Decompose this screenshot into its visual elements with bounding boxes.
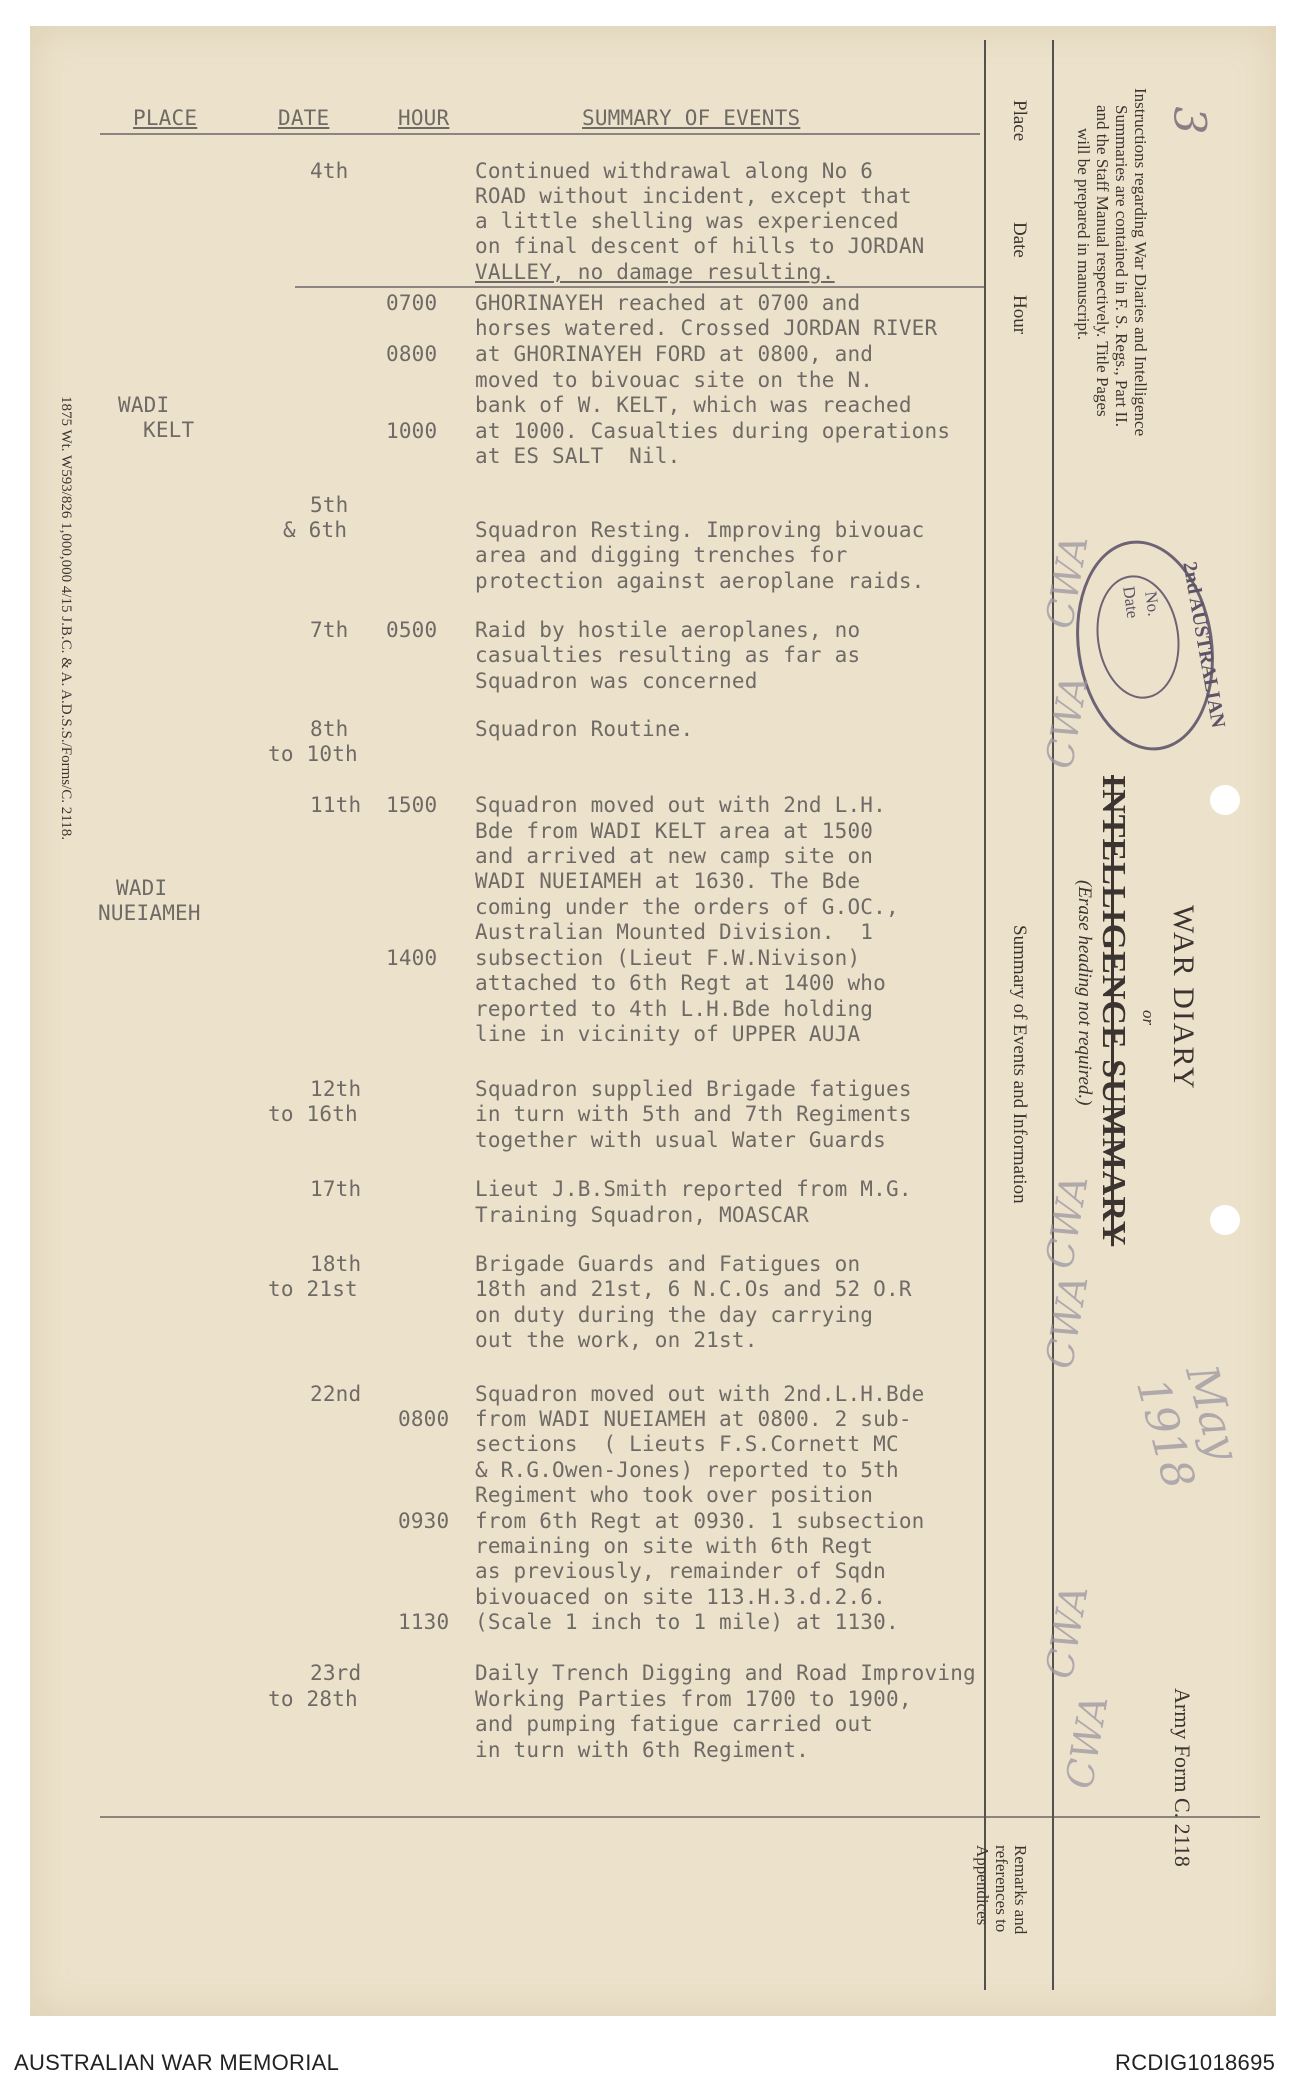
summary-line: Squadron was concerned [475, 669, 758, 693]
instructions-line-3: and the Staff Manual respectively. Title Pages [1093, 105, 1112, 417]
title-erase-note: (Erase heading not required.) [1074, 880, 1095, 1106]
header-hour: HOUR [398, 106, 450, 130]
page-number-mark: 3 [1163, 106, 1215, 135]
hour-value: 1130 [398, 1610, 450, 1634]
title-war-diary: WAR DIARY [1167, 905, 1200, 1091]
summary-line: Squadron supplied Brigade fatigues [475, 1077, 912, 1101]
summary-line: a little shelling was experienced [475, 209, 899, 233]
summary-line: remaining on site with 6th Regt [475, 1534, 874, 1558]
date-entry-3a: 8th [310, 717, 349, 741]
footer-source: AUSTRALIAN WAR MEMORIAL [14, 2050, 340, 2075]
handwritten-initials: CWA [1037, 532, 1097, 632]
summary-line: coming under the orders of G.OC., [475, 895, 899, 919]
summary-line: Daily Trench Digging and Road Improving [475, 1661, 976, 1685]
hour-value: 0800 [386, 342, 438, 366]
summary-line: bivouaced on site 113.H.3.d.2.6. [475, 1585, 886, 1609]
summary-line: Australian Mounted Division. 1 [475, 920, 874, 944]
hour-value: 0700 [386, 291, 438, 315]
summary-line: bank of W. KELT, which was reached [475, 393, 912, 417]
summary-line: Continued withdrawal along No 6 [475, 159, 874, 183]
date-entry-5a: 12th [310, 1077, 362, 1101]
summary-line: VALLEY, no damage resulting. [475, 260, 835, 284]
summary-line: Training Squadron, MOASCAR [475, 1203, 809, 1227]
place-wadi-kelt-1: WADI [118, 393, 170, 417]
column-heading-summary: Summary of Events and Information [1009, 925, 1030, 1204]
date-entry-6: 17th [310, 1177, 362, 1201]
summary-line: & R.G.Owen-Jones) reported to 5th [475, 1458, 899, 1482]
date-entry-8: 22nd [310, 1382, 362, 1406]
summary-line: Regiment who took over position [475, 1483, 874, 1507]
summary-line: at GHORINAYEH FORD at 0800, and [475, 342, 874, 366]
handwritten-month-note: May 1918 [1125, 1359, 1250, 1495]
header-rule [100, 133, 980, 135]
summary-line: (Scale 1 inch to 1 mile) at 1130. [475, 1610, 899, 1634]
handwritten-initials: CWA [1057, 1692, 1117, 1792]
column-heading-place: Place [1009, 100, 1030, 142]
hour-value: 1000 [386, 419, 438, 443]
summary-line: GHORINAYEH reached at 0700 and [475, 291, 861, 315]
footer-record-id: RCDIG1018695 [1115, 2050, 1276, 2075]
column-line-remarks [1052, 40, 1054, 1990]
title-intelligence-summary: INTELLIGENCE SUMMARY [1095, 775, 1132, 1247]
date-entry-7b: to 21st [268, 1277, 358, 1301]
column-heading-remarks: Remarks and references to Appendices [973, 1845, 1030, 1935]
summary-line: sections ( Lieuts F.S.Cornett MC [475, 1432, 899, 1456]
hour-value: 0500 [386, 618, 438, 642]
date-entry-2: 7th [310, 618, 349, 642]
summary-line: and arrived at new camp site on [475, 844, 874, 868]
summary-line: Working Parties from 1700 to 1900, [475, 1687, 912, 1711]
date-entry-0: 4th [310, 159, 349, 183]
summary-line: Squadron moved out with 2nd L.H. [475, 793, 886, 817]
summary-line: and pumping fatigue carried out [475, 1712, 874, 1736]
summary-line: in turn with 6th Regiment. [475, 1738, 809, 1762]
row-rule-2 [100, 1816, 1260, 1818]
column-heading-date: Date [1009, 222, 1030, 258]
summary-line: moved to bivouac site on the N. [475, 368, 874, 392]
stamp-unit-text: 2nd AUSTRALIAN [1178, 560, 1230, 730]
summary-line: protection against aeroplane raids. [475, 569, 925, 593]
summary-line: reported to 4th L.H.Bde holding [475, 997, 874, 1021]
instructions-line-1: Instructions regarding War Diaries and Intelligence [1131, 88, 1150, 437]
summary-line: from WADI NUEIAMEH at 0800. 2 sub- [475, 1407, 912, 1431]
header-date: DATE [278, 106, 330, 130]
summary-line: WADI NUEIAMEH at 1630. The Bde [475, 869, 861, 893]
summary-line: at ES SALT Nil. [475, 444, 681, 468]
summary-line: horses watered. Crossed JORDAN RIVER [475, 316, 938, 340]
place-wadi-nueiameh-1: WADI [116, 876, 168, 900]
summary-line: on final descent of hills to JORDAN [475, 234, 925, 258]
handwritten-initials: CWA [1037, 1172, 1097, 1272]
header-summary: SUMMARY OF EVENTS [582, 106, 801, 130]
summary-line: from 6th Regt at 0930. 1 subsection [475, 1509, 925, 1533]
hour-value: 0930 [398, 1509, 450, 1533]
instructions-line-2: Summaries are contained in F. S. Regs., Part II. [1112, 105, 1131, 428]
summary-line: Squadron moved out with 2nd.L.H.Bde [475, 1382, 925, 1406]
hour-value: 1500 [386, 793, 438, 817]
summary-line: subsection (Lieut F.W.Nivison) [475, 946, 861, 970]
summary-line: line in vicinity of UPPER AUJA [475, 1022, 861, 1046]
column-heading-hour: Hour [1009, 295, 1030, 335]
date-entry-7a: 18th [310, 1252, 362, 1276]
summary-line: out the work, on 21st. [475, 1328, 758, 1352]
date-entry-1a: 5th [310, 493, 349, 517]
handwritten-initials: CWA [1037, 672, 1097, 772]
hour-value: 0800 [398, 1407, 450, 1431]
punch-hole-bottom [1210, 1205, 1240, 1235]
summary-line: together with usual Water Guards [475, 1128, 886, 1152]
summary-line: 18th and 21st, 6 N.C.Os and 52 O.R [475, 1277, 912, 1301]
summary-line: on duty during the day carrying [475, 1303, 874, 1327]
date-entry-4: 11th [310, 793, 362, 817]
summary-line: casualties resulting as far as [475, 643, 861, 667]
summary-line: in turn with 5th and 7th Regiments [475, 1102, 912, 1126]
date-entry-1b: & 6th [283, 518, 348, 542]
place-wadi-nueiameh-2: NUEIAMEH [98, 901, 201, 925]
summary-line: as previously, remainder of Sqdn [475, 1559, 886, 1583]
handwritten-initials: CWA [1037, 1272, 1097, 1372]
summary-line: Lieut J.B.Smith reported from M.G. [475, 1177, 912, 1201]
column-line-summary [984, 40, 986, 1990]
hour-value: 1400 [386, 946, 438, 970]
printer-margin-line: 1875 Wt. W593/826 1,000,000 4/15 J.B.C. & A. A.D.S.S./Forms/C. 2118. [58, 396, 74, 840]
title-or: or [1139, 1010, 1158, 1026]
stamp-no-label: No. [1141, 590, 1164, 618]
header-place: PLACE [133, 106, 198, 130]
summary-line: Brigade Guards and Fatigues on [475, 1252, 861, 1276]
row-rule-1 [295, 286, 985, 288]
handwritten-initials: CWA [1037, 1582, 1097, 1682]
summary-line: Bde from WADI KELT area at 1500 [475, 819, 874, 843]
stamp-date-label: Date [1119, 585, 1143, 620]
summary-line: at 1000. Casualties during operations [475, 419, 951, 443]
date-entry-5b: to 16th [268, 1102, 358, 1126]
summary-line: attached to 6th Regt at 1400 who [475, 971, 886, 995]
punch-hole-top [1210, 785, 1240, 815]
summary-line: area and digging trenches for [475, 543, 848, 567]
summary-line: Squadron Resting. Improving bivouac [475, 518, 925, 542]
summary-line: Raid by hostile aeroplanes, no [475, 618, 861, 642]
summary-line: Squadron Routine. [475, 717, 694, 741]
date-entry-9b: to 28th [268, 1687, 358, 1711]
summary-line: ROAD without incident, except that [475, 184, 912, 208]
instructions-line-4: will be prepared in manuscript. [1074, 128, 1093, 340]
army-form-number: Army Form C. 2118 [1170, 1688, 1195, 1867]
date-entry-9a: 23rd [310, 1661, 362, 1685]
place-wadi-kelt-2: KELT [143, 418, 195, 442]
date-entry-3b: to 10th [268, 742, 358, 766]
